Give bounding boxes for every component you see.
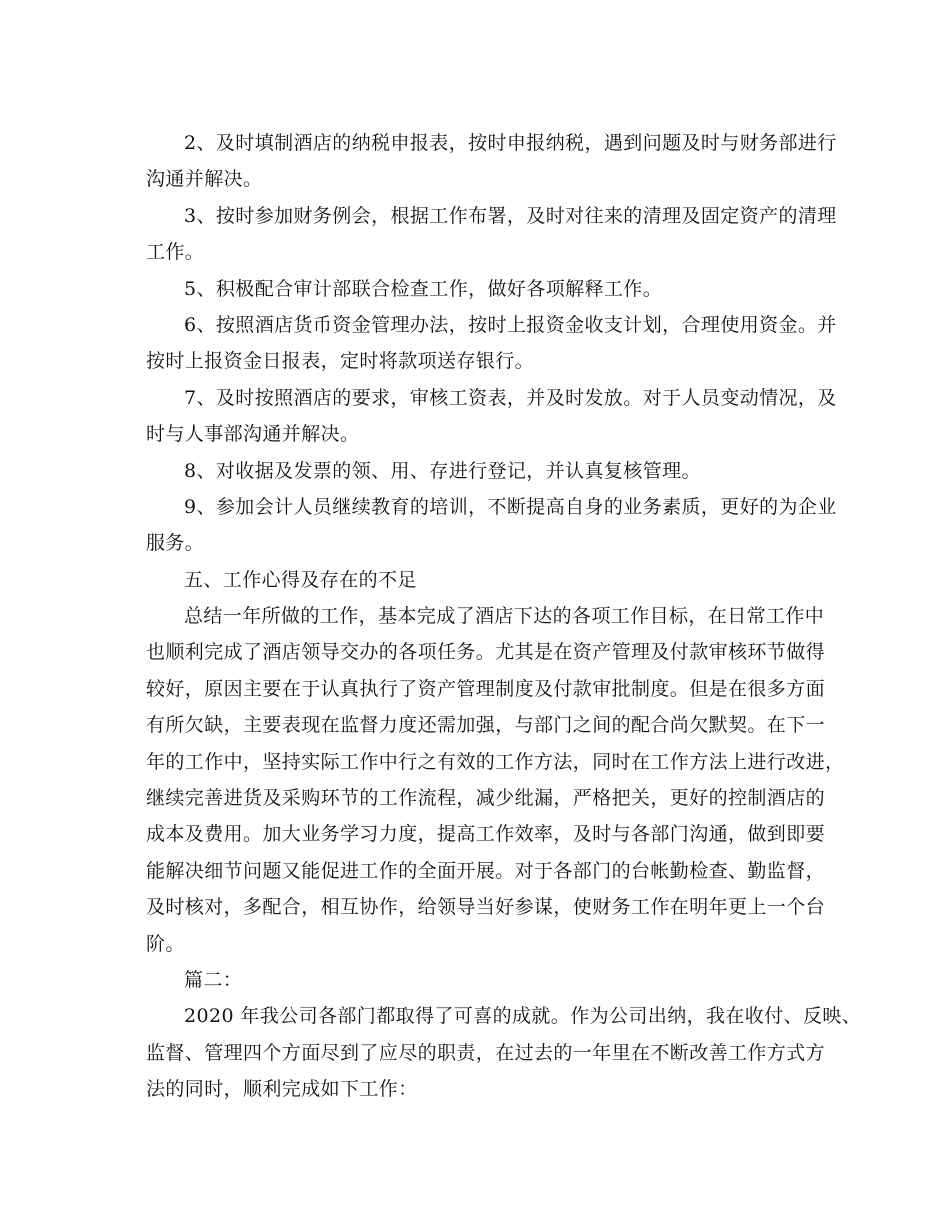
text-line: 工作。 — [146, 241, 205, 264]
text-line: 年的工作中，坚持实际工作中行之有效的工作方法，同时在工作方法上进行改进， — [146, 750, 845, 773]
text-line: 3、按时参加财务例会，根据工作布署，及时对往来的清理及固定资产的清理 — [184, 204, 837, 227]
text-line: 2020 年我公司各部门都取得了可喜的成就。作为公司出纳，我在收付、反映、 — [184, 1005, 862, 1028]
section-heading: 五、工作心得及存在的不足 — [184, 568, 417, 591]
text-line: 2、及时填制酒店的纳税申报表，按时申报纳税，遇到问题及时与财务部进行 — [184, 132, 837, 154]
text-line: 服务。 — [146, 532, 205, 555]
text-line: 9、参加会计人员继续教育的培训，不断提高自身的业务素质，更好的为企业 — [184, 495, 837, 518]
text-line: 阶。 — [146, 932, 185, 955]
text-line: 沟通并解决。 — [146, 168, 263, 191]
text-line: 也顺利完成了酒店领导交办的各项任务。尤其是在资产管理及付款审核环节做得 — [146, 641, 826, 664]
text-line: 7、及时按照酒店的要求，审核工资表，并及时发放。对于人员变动情况，及 — [184, 386, 837, 409]
text-line: 较好，原因主要在于认真执行了资产管理制度及付款审批制度。但是在很多方面 — [146, 677, 826, 700]
text-line: 5、积极配合审计部联合检查工作，做好各项解释工作。 — [184, 277, 663, 300]
section-heading: 篇二： — [184, 968, 243, 991]
text-line: 按时上报资金日报表，定时将款项送存银行。 — [146, 350, 535, 373]
text-line: 有所欠缺，主要表现在监督力度还需加强，与部门之间的配合尚欠默契。在下一 — [146, 714, 826, 737]
text-line: 监督、管理四个方面尽到了应尽的职责，在过去的一年里在不断改善工作方式方 — [146, 1041, 826, 1064]
text-line: 时与人事部沟通并解决。 — [146, 423, 360, 446]
text-line: 及时核对，多配合，相互协作，给领导当好参谋，使财务工作在明年更上一个台 — [146, 896, 826, 919]
document-body — [146, 125, 862, 1108]
text-line: 继续完善进货及采购环节的工作流程，减少纰漏，严格把关，更好的控制酒店的 — [146, 787, 826, 810]
text-line: 总结一年所做的工作，基本完成了酒店下达的各项工作目标，在日常工作中 — [184, 605, 825, 628]
text-line: 法的同时，顺利完成如下工作： — [146, 1078, 418, 1101]
text-line: 能解决细节问题又能促进工作的全面开展。对于各部门的台帐勤检查、勤监督， — [146, 859, 826, 882]
text-line: 6、按照酒店货币资金管理办法，按时上报资金收支计划，合理使用资金。并 — [184, 313, 837, 336]
text-line: 成本及费用。加大业务学习力度，提高工作效率，及时与各部门沟通，做到即要 — [146, 823, 826, 846]
text-line: 8、对收据及发票的领、用、存进行登记，并认真复核管理。 — [184, 459, 701, 482]
